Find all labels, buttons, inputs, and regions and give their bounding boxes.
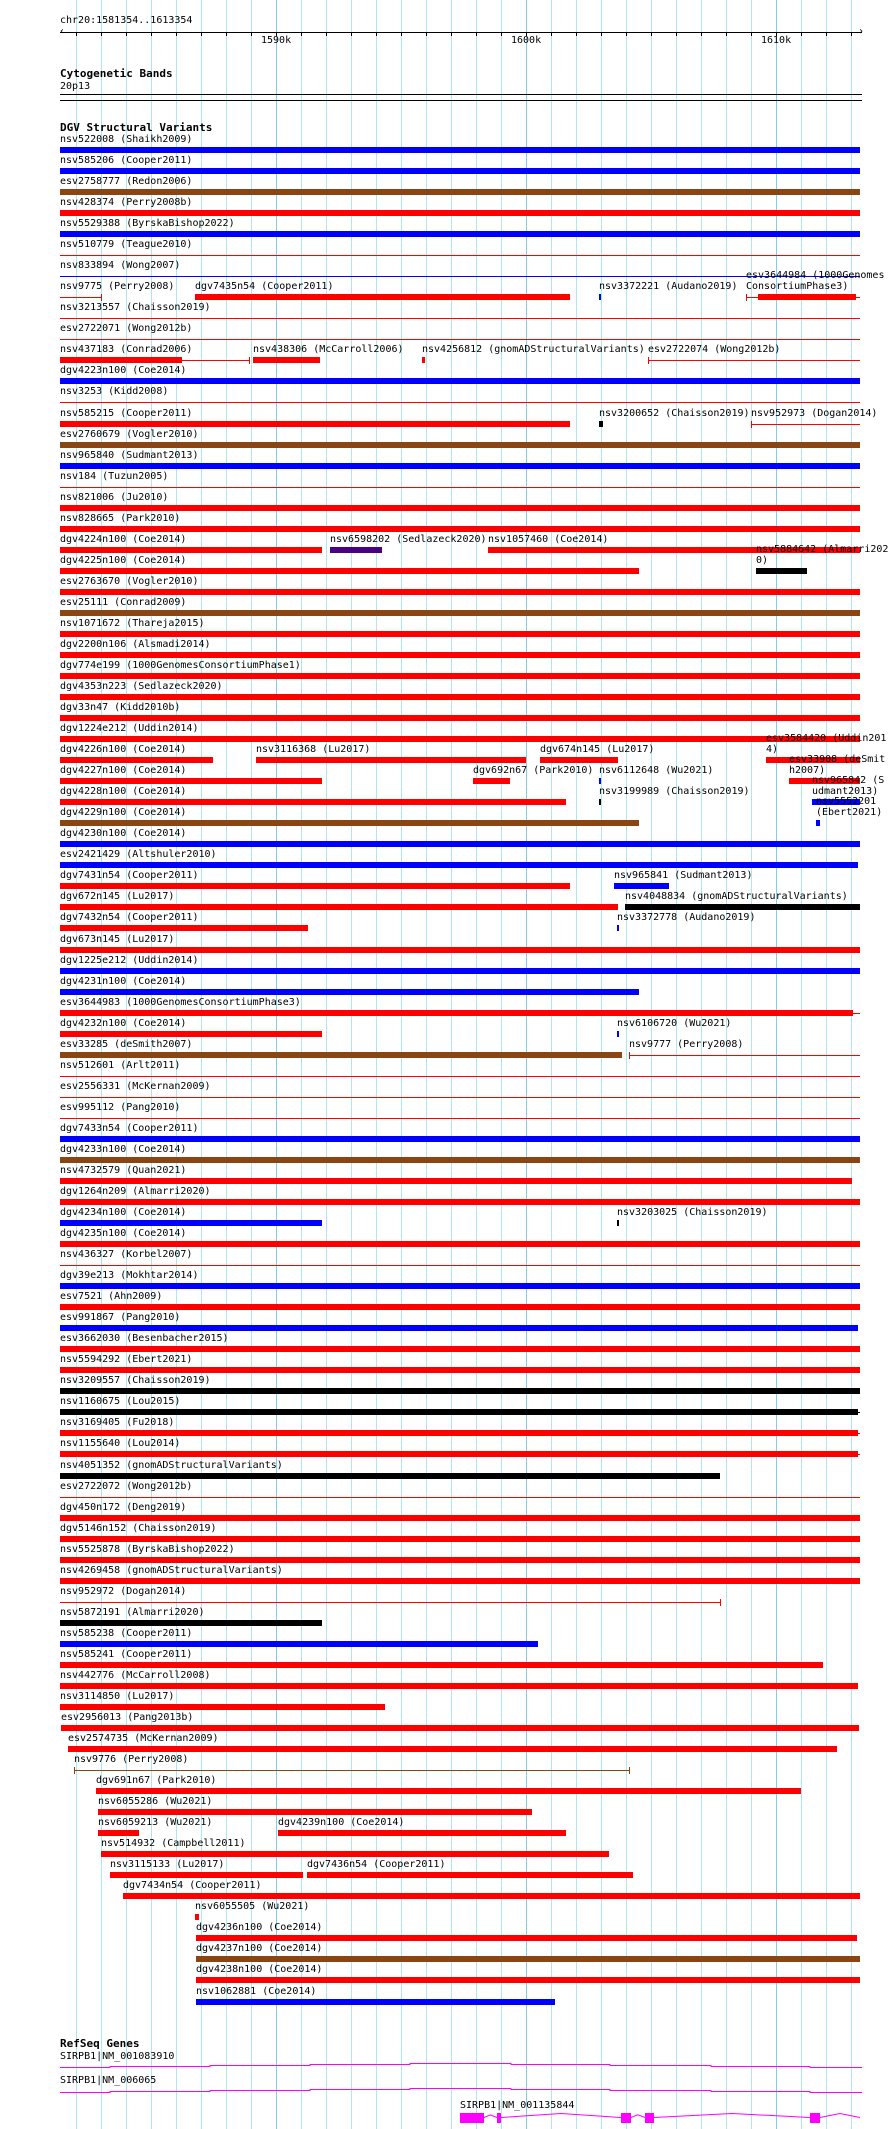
variant-label[interactable]: nsv5552201 (Ebert2021): [816, 796, 883, 818]
gene-exon[interactable]: [460, 2113, 484, 2123]
variant-label[interactable]: nsv585215 (Cooper2011): [60, 408, 193, 419]
variant-label[interactable]: nsv3372221 (Audano2019): [599, 281, 738, 292]
variant-label[interactable]: nsv9775 (Perry2008): [60, 281, 175, 292]
variant-label[interactable]: esv2556331 (McKernan2009): [60, 1081, 211, 1092]
variant-label[interactable]: nsv833894 (Wong2007): [60, 260, 181, 271]
variant-label[interactable]: dgv2200n106 (Alsmadi2014): [60, 639, 211, 650]
variant-label[interactable]: dgv4230n100 (Coe2014): [60, 828, 187, 839]
variant-label[interactable]: nsv3200652 (Chaisson2019): [599, 408, 750, 419]
cytoband-track-title[interactable]: Cytogenetic Bands: [60, 67, 173, 80]
variant-label[interactable]: esv991867 (Pang2010): [60, 1312, 181, 1323]
variant-label[interactable]: dgv7435n54 (Cooper2011): [195, 281, 334, 292]
variant-label[interactable]: nsv6112648 (Wu2021): [599, 765, 714, 776]
variant-label[interactable]: dgv674n145 (Lu2017): [540, 744, 655, 755]
variant-label[interactable]: nsv3203025 (Chaisson2019): [617, 1207, 768, 1218]
variant-label[interactable]: esv2722074 (Wong2012b): [648, 344, 781, 355]
variant-label[interactable]: nsv585206 (Cooper2011): [60, 155, 193, 166]
variant-label[interactable]: nsv821006 (Ju2010): [60, 492, 169, 503]
variant-label[interactable]: nsv828665 (Park2010): [60, 513, 181, 524]
variant-label[interactable]: nsv514932 (Campbell2011): [101, 1838, 246, 1849]
variant-label[interactable]: dgv1264n209 (Almarri2020): [60, 1186, 211, 1197]
variant-label[interactable]: dgv4223n100 (Coe2014): [60, 365, 187, 376]
gene-label[interactable]: SIRPB1|NM_001135844: [460, 2100, 575, 2111]
variant-label[interactable]: dgv672n145 (Lu2017): [60, 891, 175, 902]
gene-label[interactable]: SIRPB1|NM_001083910: [60, 2051, 175, 2062]
variant-label[interactable]: esv3644984 (1000GenomesConsortiumPhase3): [746, 270, 885, 292]
gene-intron: [631, 2115, 645, 2118]
variant-label[interactable]: dgv4233n100 (Coe2014): [60, 1144, 187, 1155]
variant-label[interactable]: dgv7434n54 (Cooper2011): [123, 1880, 262, 1891]
variant-label[interactable]: nsv5594292 (Ebert2021): [60, 1354, 193, 1365]
variant-label[interactable]: nsv428374 (Perry2008b): [60, 197, 193, 208]
variant-label[interactable]: nsv3213557 (Chaisson2019): [60, 302, 211, 313]
variant-label[interactable]: dgv5146n152 (Chaisson2019): [60, 1523, 217, 1534]
variant-label[interactable]: dgv450n172 (Deng2019): [60, 1502, 187, 1513]
gene-intron: [501, 2114, 621, 2118]
variant-label[interactable]: nsv1160675 (Lou2015): [60, 1396, 181, 1407]
gene-intron: [654, 2114, 810, 2118]
variant-label[interactable]: esv2956013 (Pang2013b): [61, 1712, 194, 1723]
variant-label[interactable]: nsv5872191 (Almarri2020): [60, 1607, 205, 1618]
variant-label[interactable]: nsv6598202 (Sedlazeck2020): [330, 534, 487, 545]
variant-label[interactable]: nsv5529388 (ByrskaBishop2022): [60, 218, 235, 229]
gene-label[interactable]: SIRPB1|NM_006065: [60, 2075, 157, 2086]
variant-label[interactable]: nsv510779 (Teague2010): [60, 239, 193, 250]
gene-exon[interactable]: [645, 2113, 654, 2123]
ruler-arrow-left-icon: ‹: [59, 26, 66, 37]
location-label: chr20:1581354..1613354: [60, 15, 193, 26]
variant-label[interactable]: dgv7432n54 (Cooper2011): [60, 912, 199, 923]
variant-label[interactable]: dgv4226n100 (Coe2014): [60, 744, 187, 755]
variant-label[interactable]: nsv3199989 (Chaisson2019): [599, 786, 750, 797]
variant-label[interactable]: nsv184 (Tuzun2005): [60, 471, 169, 482]
variant-label[interactable]: esv7521 (Ahn2009): [60, 1291, 163, 1302]
variant-label[interactable]: nsv3169405 (Fu2018): [60, 1417, 175, 1428]
variant-label[interactable]: nsv6055505 (Wu2021): [195, 1901, 310, 1912]
variant-label[interactable]: dgv673n145 (Lu2017): [60, 934, 175, 945]
cytoband-label: 20p13: [60, 81, 91, 92]
variant-label[interactable]: esv3644983 (1000GenomesConsortiumPhase3): [60, 997, 301, 1008]
variant-label[interactable]: dgv7433n54 (Cooper2011): [60, 1123, 199, 1134]
variant-label[interactable]: nsv3116368 (Lu2017): [256, 744, 371, 755]
variant-label[interactable]: nsv965842 (Sudmant2013): [812, 775, 885, 797]
variant-label[interactable]: nsv4256812 (gnomADStructuralVariants): [422, 344, 645, 355]
variant-label[interactable]: nsv5884642 (Almarri2020): [756, 544, 889, 566]
dgv-track-title[interactable]: DGV Structural Variants: [60, 121, 213, 134]
variant-label[interactable]: dgv1224e212 (Uddin2014): [60, 723, 199, 734]
variant-label[interactable]: nsv952973 (Dogan2014): [751, 408, 878, 419]
variant-label[interactable]: nsv6059213 (Wu2021): [98, 1817, 213, 1828]
variant-label[interactable]: dgv4225n100 (Coe2014): [60, 555, 187, 566]
gene-exon[interactable]: [621, 2113, 631, 2123]
variant-label[interactable]: dgv4239n100 (Coe2014): [278, 1817, 405, 1828]
variant-label[interactable]: nsv965841 (Sudmant2013): [614, 870, 753, 881]
gene-intron: [60, 2064, 862, 2068]
variant-label[interactable]: esv3662030 (Besenbacher2015): [60, 1333, 229, 1344]
variant-label[interactable]: dgv4232n100 (Coe2014): [60, 1018, 187, 1029]
variant-label[interactable]: dgv692n67 (Park2010): [473, 765, 594, 776]
variant-label[interactable]: dgv39e213 (Mokhtar2014): [60, 1270, 199, 1281]
variant-label[interactable]: dgv4224n100 (Coe2014): [60, 534, 187, 545]
variant-label[interactable]: dgv4238n100 (Coe2014): [196, 1964, 323, 1975]
variant-label[interactable]: esv33908 (deSmith2007): [789, 754, 886, 776]
variant-label[interactable]: nsv4732579 (Quan2021): [60, 1165, 187, 1176]
variant-label[interactable]: nsv585241 (Cooper2011): [60, 1649, 193, 1660]
variant-label[interactable]: dgv774e199 (1000GenomesConsortiumPhase1): [60, 660, 301, 671]
variant-label[interactable]: esv2722071 (Wong2012b): [60, 323, 193, 334]
variant-label[interactable]: dgv4237n100 (Coe2014): [196, 1943, 323, 1954]
variant-label[interactable]: nsv4051352 (gnomADStructuralVariants): [60, 1460, 283, 1471]
variant-label[interactable]: esv2574735 (McKernan2009): [68, 1733, 219, 1744]
variant-label[interactable]: esv2722072 (Wong2012b): [60, 1481, 193, 1492]
variant-label[interactable]: nsv437183 (Conrad2006): [60, 344, 193, 355]
variant-label[interactable]: dgv7431n54 (Cooper2011): [60, 870, 199, 881]
variant-label[interactable]: nsv1057460 (Coe2014): [488, 534, 609, 545]
variant-label[interactable]: esv2763670 (Vogler2010): [60, 576, 199, 587]
variant-label[interactable]: nsv436327 (Korbel2007): [60, 1249, 193, 1260]
variant-label[interactable]: nsv6055286 (Wu2021): [98, 1796, 213, 1807]
variant-label[interactable]: esv33285 (deSmith2007): [60, 1039, 193, 1050]
variant-label[interactable]: dgv691n67 (Park2010): [96, 1775, 217, 1786]
variant-label[interactable]: esv2421429 (Altshuler2010): [60, 849, 217, 860]
variant-label[interactable]: dgv4227n100 (Coe2014): [60, 765, 187, 776]
variant-label[interactable]: nsv5525878 (ByrskaBishop2022): [60, 1544, 235, 1555]
variant-label[interactable]: nsv9776 (Perry2008): [74, 1754, 189, 1765]
variant-label[interactable]: nsv9777 (Perry2008): [629, 1039, 744, 1050]
gene-intron: [820, 2114, 860, 2118]
variant-label[interactable]: nsv512601 (Arlt2011): [60, 1060, 181, 1071]
variant-label[interactable]: esv25111 (Conrad2009): [60, 597, 187, 608]
variant-label[interactable]: dgv1225e212 (Uddin2014): [60, 955, 199, 966]
variant-label[interactable]: nsv952972 (Dogan2014): [60, 1586, 187, 1597]
gene-intron: [60, 2089, 862, 2093]
ruler-tick-label: 1590k: [261, 35, 292, 46]
variant-label[interactable]: nsv522008 (Shaikh2009): [60, 134, 193, 145]
gene-exon[interactable]: [497, 2113, 501, 2123]
variant-label[interactable]: dgv4231n100 (Coe2014): [60, 976, 187, 987]
variant-label[interactable]: dgv4234n100 (Coe2014): [60, 1207, 187, 1218]
variant-label[interactable]: esv3584420 (Uddin2014): [766, 733, 887, 755]
variant-label[interactable]: dgv4229n100 (Coe2014): [60, 807, 187, 818]
variant-label[interactable]: esv2760679 (Vogler2010): [60, 429, 199, 440]
ruler-tick-label: 1610k: [761, 35, 792, 46]
variant-label[interactable]: dgv7436n54 (Cooper2011): [307, 1859, 446, 1870]
variant-label[interactable]: nsv965840 (Sudmant2013): [60, 450, 199, 461]
variant-label[interactable]: nsv3114850 (Lu2017): [60, 1691, 175, 1702]
gene-exon[interactable]: [810, 2113, 820, 2123]
variant-label[interactable]: nsv4269458 (gnomADStructuralVariants): [60, 1565, 283, 1576]
variant-label[interactable]: nsv6106720 (Wu2021): [617, 1018, 732, 1029]
variant-label[interactable]: dgv33n47 (Kidd2010b): [60, 702, 181, 713]
variant-label[interactable]: nsv3253 (Kidd2008): [60, 386, 169, 397]
refseq-track-title[interactable]: RefSeq Genes: [60, 2037, 140, 2050]
ruler-tick-label: 1600k: [511, 35, 542, 46]
variant-label[interactable]: nsv438306 (McCarroll2006): [253, 344, 404, 355]
variant-label[interactable]: nsv3372778 (Audano2019): [617, 912, 756, 923]
variant-label[interactable]: dgv4235n100 (Coe2014): [60, 1228, 187, 1239]
variant-label[interactable]: nsv4048834 (gnomADStructuralVariants): [625, 891, 848, 902]
variant-label[interactable]: dgv4228n100 (Coe2014): [60, 786, 187, 797]
variant-label[interactable]: nsv3209557 (Chaisson2019): [60, 1375, 211, 1386]
variant-label[interactable]: esv995112 (Pang2010): [60, 1102, 181, 1113]
gene-intron: [484, 2115, 497, 2118]
variant-label[interactable]: dgv4353n223 (Sedlazeck2020): [60, 681, 223, 692]
variant-label[interactable]: nsv1071672 (Thareja2015): [60, 618, 205, 629]
variant-label[interactable]: nsv442776 (McCarroll2008): [60, 1670, 211, 1681]
ruler-arrow-right-icon: ›: [858, 26, 865, 37]
variant-label[interactable]: nsv1062881 (Coe2014): [196, 1986, 317, 1997]
variant-label[interactable]: esv2758777 (Redon2006): [60, 176, 193, 187]
variant-label[interactable]: nsv585238 (Cooper2011): [60, 1628, 193, 1639]
variant-label[interactable]: nsv3115133 (Lu2017): [110, 1859, 225, 1870]
variant-label[interactable]: dgv4236n100 (Coe2014): [196, 1922, 323, 1933]
variant-label[interactable]: nsv1155640 (Lou2014): [60, 1438, 181, 1449]
